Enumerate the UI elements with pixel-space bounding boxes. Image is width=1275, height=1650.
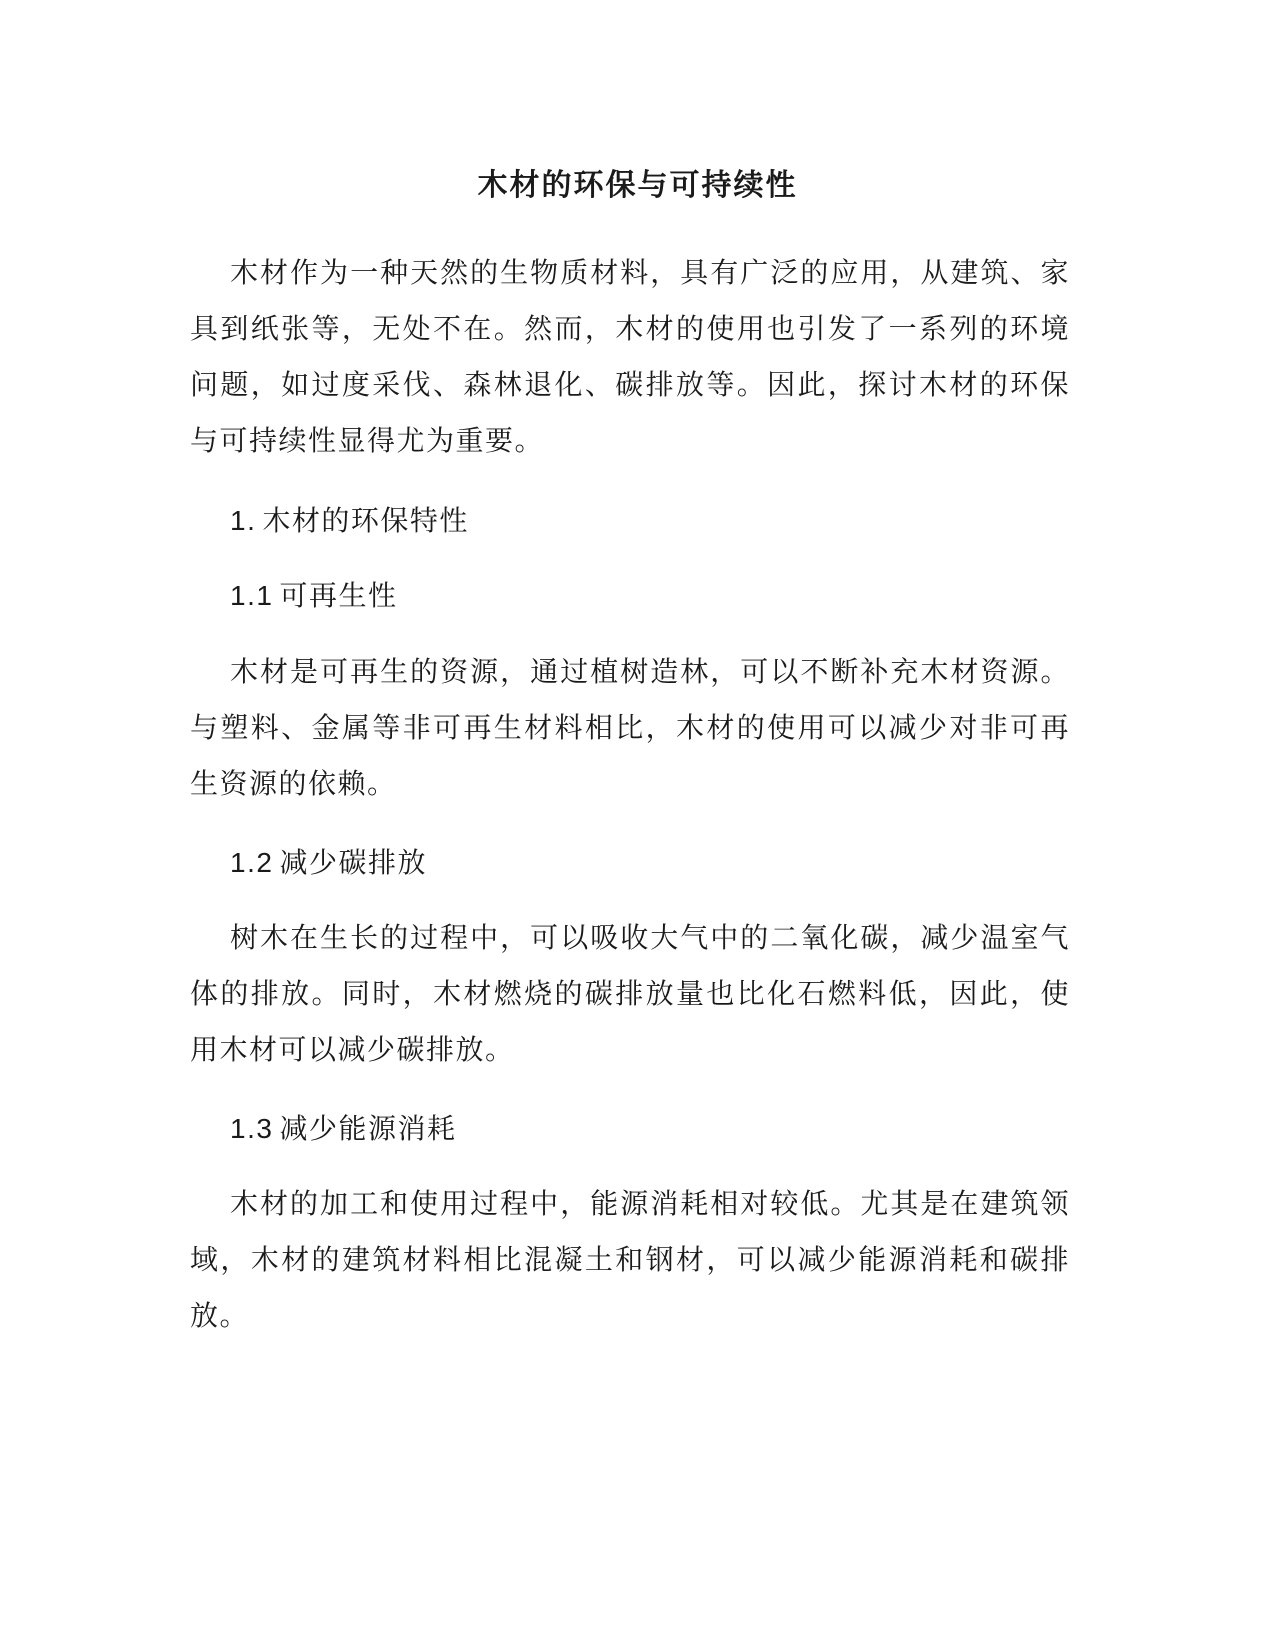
subsection-heading-1-1 xyxy=(230,576,397,616)
subsection-title: 减少碳排放 xyxy=(279,846,427,879)
subsection-heading-1-2 xyxy=(230,843,427,883)
section-title: 木材的环保特性 xyxy=(262,504,469,537)
section-number: 1. xyxy=(230,505,257,536)
subsection-body-1-1: 木材是可再生的资源，通过植树造林，可以不断补充木材资源。与塑料、金属等非可再生材料相比，木材的使用可以减少对非可再生资源的依赖。 xyxy=(190,655,1070,800)
subsection-number: 1.3 xyxy=(230,1113,274,1144)
subsection-title: 减少能源消耗 xyxy=(279,1112,457,1145)
subsection-body-1-2: 树木在生长的过程中，可以吸收大气中的二氧化碳，减少温室气体的排放。同时，木材燃烧的碳排放量也比化石燃料低，因此，使用木材可以减少碳排放。 xyxy=(190,921,1070,1066)
document-title: 木材的环保与可持续性 xyxy=(477,168,798,203)
subsection-body-1-3: 木材的加工和使用过程中，能源消耗相对较低。尤其是在建筑领域，木材的建筑材料相比混凝土和钢材，可以减少能源消耗和碳排放。 xyxy=(190,1187,1070,1332)
intro-paragraph: 木材作为一种天然的生物质材料，具有广泛的应用，从建筑、家具到纸张等，无处不在。然而，木材的使用也引发了一系列的环境问题，如过度采伐、森林退化、碳排放等。因此，探讨木材的环保与可持续性显得尤为重要。 xyxy=(190,256,1070,457)
section-heading-1 xyxy=(230,501,469,541)
subsection-title: 可再生性 xyxy=(279,579,398,612)
subsection-heading-1-3 xyxy=(230,1109,456,1149)
subsection-number: 1.2 xyxy=(230,847,274,878)
subsection-number: 1.1 xyxy=(230,580,274,611)
